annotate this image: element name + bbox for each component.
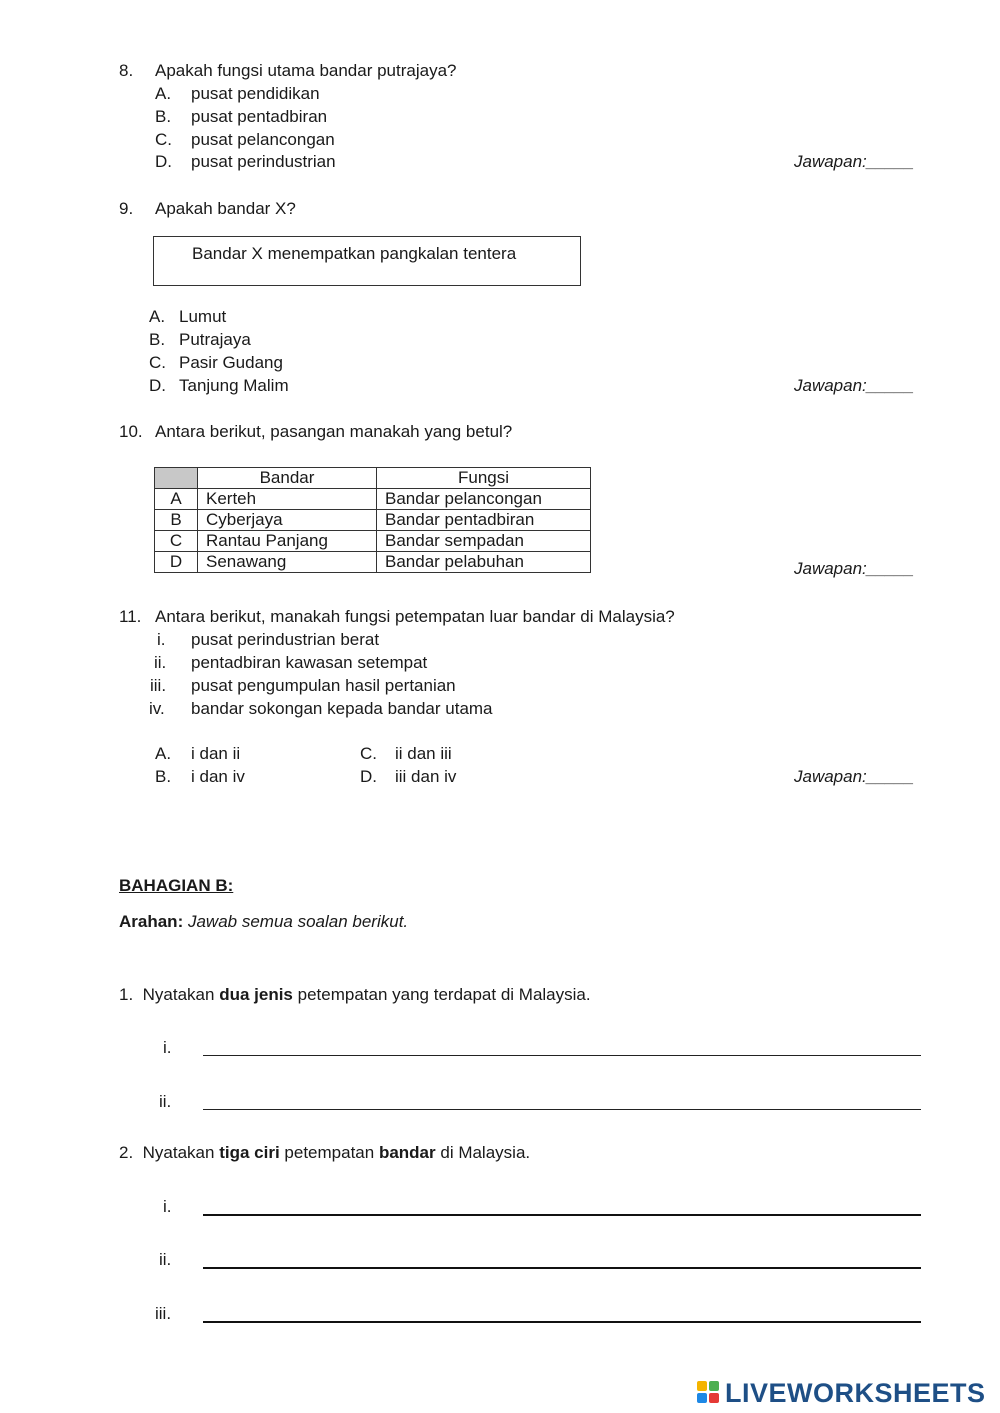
b-q1-bold: dua jenis [219, 985, 293, 1004]
b-q1-pre: Nyatakan [142, 985, 215, 1004]
section-b-heading: BAHAGIAN B: [119, 876, 234, 895]
b-q2-line-label: i. [163, 1197, 172, 1216]
q8-option-a: pusat pendidikan [191, 84, 320, 103]
b-q2-line-label: iii. [155, 1304, 172, 1323]
q9-option-b-letter: B. [149, 330, 166, 349]
b-q2-answer-line-1[interactable] [203, 1214, 921, 1216]
b-q2-line-label: ii. [159, 1250, 172, 1269]
b-q2-answer-line-2[interactable] [203, 1267, 921, 1269]
table-header-row [155, 468, 591, 489]
q8-option-d: pusat perindustrian [191, 152, 336, 171]
q9-number: 9. [119, 199, 134, 218]
b-q2-mid: petempatan [284, 1143, 375, 1162]
q10-table [154, 467, 591, 573]
row-fungsi: Bandar pelabuhan [377, 552, 591, 573]
table-row [155, 531, 591, 552]
b-q2-post: di Malaysia. [440, 1143, 531, 1162]
q9-option-a: Lumut [179, 307, 227, 326]
row-bandar: Senawang [198, 552, 377, 573]
row-letter: B [155, 510, 198, 531]
section-b-instruction [119, 912, 408, 932]
row-bandar: Cyberjaya [198, 510, 377, 531]
q9-option-a-letter: A. [149, 307, 166, 326]
q11-option-c: ii dan iii [395, 744, 452, 763]
q9-option-c: Pasir Gudang [179, 353, 283, 372]
b-q2-pre: Nyatakan [142, 1143, 215, 1162]
b-q1-post: petempatan yang terdapat di Malaysia. [297, 985, 591, 1004]
q8-option-a-letter: A. [155, 84, 172, 103]
table-corner-cell [155, 468, 198, 489]
b-q2-bold2: bandar [378, 1143, 436, 1162]
q8-question: Apakah fungsi utama bandar putrajaya? [155, 61, 457, 80]
table-row [155, 552, 591, 573]
row-letter: D [155, 552, 198, 573]
q11-option-b: i dan iv [191, 767, 245, 786]
q11-option-a-letter: A. [155, 744, 172, 763]
q11-statement-num: iii. [150, 676, 167, 695]
q8-option-b-letter: B. [155, 107, 172, 126]
b-q1-answer-line-1[interactable] [203, 1055, 921, 1056]
row-fungsi: Bandar pentadbiran [377, 510, 591, 531]
q9-option-d: Tanjung Malim [179, 376, 289, 395]
row-letter: A [155, 489, 198, 510]
q9-question: Apakah bandar X? [155, 199, 296, 218]
q9-option-d-letter: D. [149, 376, 166, 395]
q9-answer-field[interactable]: Jawapan:_____ [794, 376, 915, 395]
q9-option-b: Putrajaya [179, 330, 251, 349]
b-q1-answer-line-2[interactable] [203, 1109, 921, 1110]
b-q2-number: 2. [119, 1143, 134, 1162]
row-fungsi: Bandar sempadan [377, 531, 591, 552]
q11-statement-num: ii. [154, 653, 167, 672]
q10-answer-field[interactable]: Jawapan:_____ [794, 559, 915, 578]
logo-text: LIVEWORKSHEETS [725, 1378, 986, 1408]
q11-question: Antara berikut, manakah fungsi petempatan luar bandar di Malaysia? [155, 607, 675, 626]
b-q2 [119, 1143, 530, 1163]
q11-statement: pusat pengumpulan hasil pertanian [191, 676, 456, 695]
q8-number: 8. [119, 61, 134, 80]
q11-statement-num: iv. [149, 699, 165, 718]
row-bandar: Rantau Panjang [198, 531, 377, 552]
row-letter: C [155, 531, 198, 552]
q11-option-d-letter: D. [360, 767, 377, 786]
table-header-fungsi: Fungsi [377, 468, 591, 489]
b-q1-number: 1. [119, 985, 134, 1004]
q8-answer-field[interactable]: Jawapan:_____ [794, 152, 915, 171]
q11-option-b-letter: B. [155, 767, 172, 786]
instruction-label: Arahan: [119, 912, 184, 931]
table-row [155, 510, 591, 531]
q8-option-c: pusat pelancongan [191, 130, 335, 149]
q11-answer-field[interactable]: Jawapan:_____ [794, 767, 915, 786]
table-row [155, 489, 591, 510]
b-q2-answer-line-3[interactable] [203, 1321, 921, 1323]
q11-statement: pusat perindustrian berat [191, 630, 380, 649]
q11-statement-num: i. [157, 630, 166, 649]
q8-option-c-letter: C. [155, 130, 172, 149]
b-q1-line-label: i. [163, 1038, 172, 1057]
b-q2-bold1: tiga ciri [219, 1143, 280, 1162]
q10-number: 10. [119, 422, 143, 441]
logo-grid-icon [697, 1381, 721, 1405]
q10-question: Antara berikut, pasangan manakah yang betul? [155, 422, 513, 441]
b-q1-line-label: ii. [159, 1092, 172, 1111]
q11-statement: bandar sokongan kepada bandar utama [191, 699, 493, 718]
q8-option-b: pusat pentadbiran [191, 107, 328, 126]
q9-info-text: Bandar X menempatkan pangkalan tentera [192, 244, 517, 263]
q11-number: 11. [119, 607, 142, 626]
q11-option-d: iii dan iv [395, 767, 457, 786]
b-q1 [119, 985, 591, 1005]
q9-info-box [153, 236, 581, 286]
instruction-text: Jawab semua soalan berikut. [187, 912, 409, 931]
q9-option-c-letter: C. [149, 353, 166, 372]
q8-option-d-letter: D. [155, 152, 172, 171]
q11-option-c-letter: C. [360, 744, 377, 763]
q11-option-a: i dan ii [191, 744, 241, 763]
row-fungsi: Bandar pelancongan [377, 489, 591, 510]
row-bandar: Kerteh [198, 489, 377, 510]
table-header-bandar: Bandar [198, 468, 377, 489]
q11-statement: pentadbiran kawasan setempat [191, 653, 428, 672]
